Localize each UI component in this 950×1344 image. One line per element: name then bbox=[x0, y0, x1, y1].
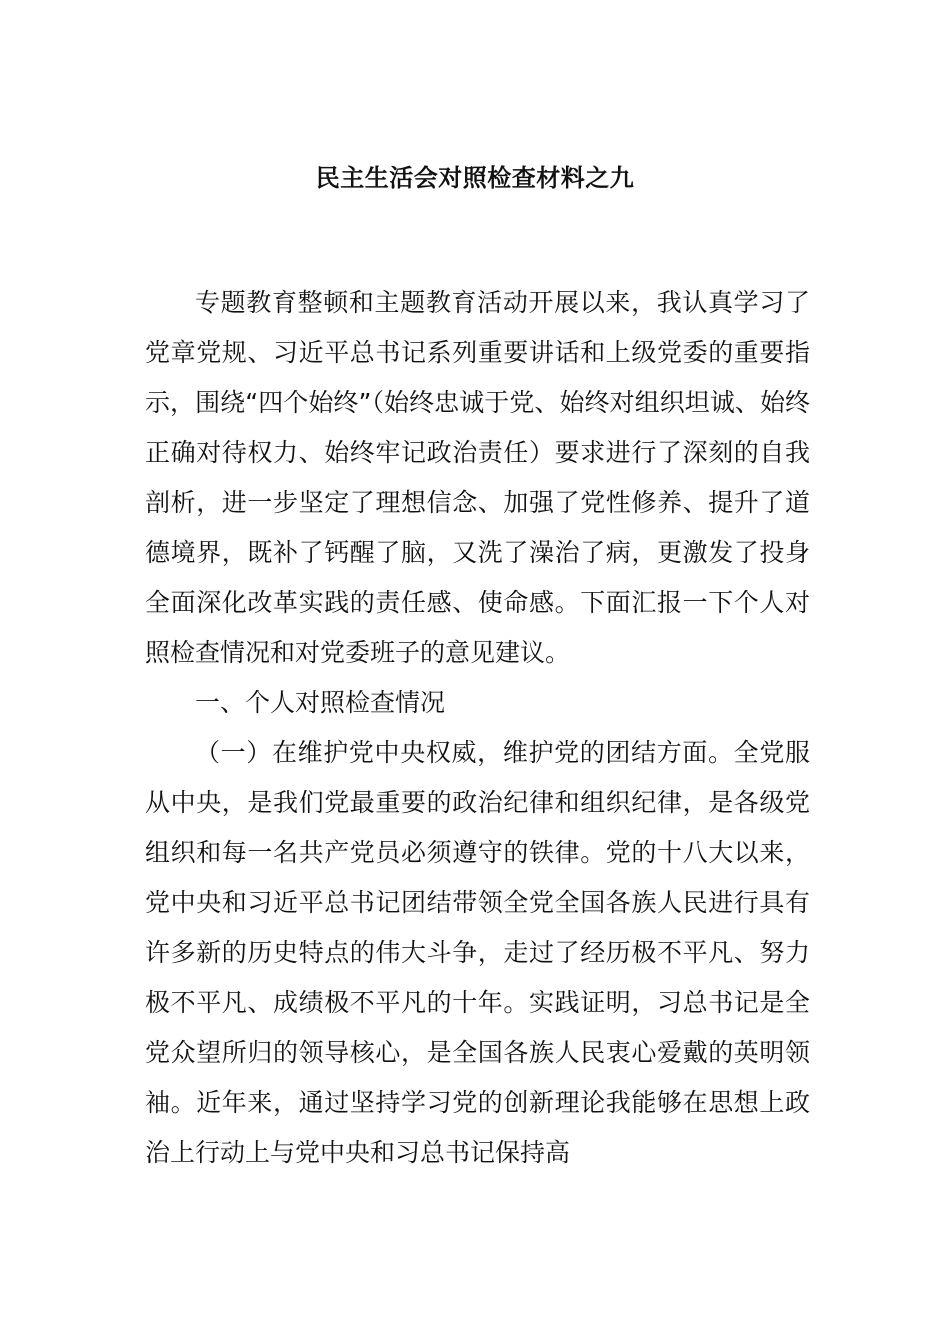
document-title: 民主生活会对照检查材料之九 bbox=[315, 164, 635, 192]
paragraph-section-one: （一）在维护党中央权威，维护党的团结方面。全党服从中央，是我们党最重要的政治纪律和组织纪律，是各级党组织和每一名共产党员必须遵守的铁律。党的十八大以来，党中央和习近平总书记团结带领全党全国各族人民进行具有许多新的历史特点的伟大斗争，走过了经历极不平凡、努力极不平凡、成绩极不平凡的十年。实践证明，习总书记是全党众望所归的领导核心，是全国各族人民衷心爱戴的英明领袖。近年来，通过坚持学习党的创新理论我能够在思想上政治上行动上与党中央和习总书记保持高 bbox=[145, 738, 810, 1167]
paragraph-intro: 专题教育整顿和主题教育活动开展以来，我认真学习了党章党规、习近平总书记系列重要讲话和上级党委的重要指示，围绕“四个始终”（始终忠诚于党、始终对组织坦诚、始终正确对待权力、始终牢记政治责任）要求进行了深刻的自我剖析，进一步坚定了理想信念、加强了党性修养、提升了道德境界，既补了钙醒了脑，又洗了澡治了病，更激发了投身全面深化改革实践的责任感、使命感。下面汇报一下个人对照检查情况和对党委班子的意见建议。 bbox=[145, 288, 810, 667]
section-heading: 一、个人对照检查情况 bbox=[195, 688, 446, 717]
document-body bbox=[145, 278, 810, 1178]
